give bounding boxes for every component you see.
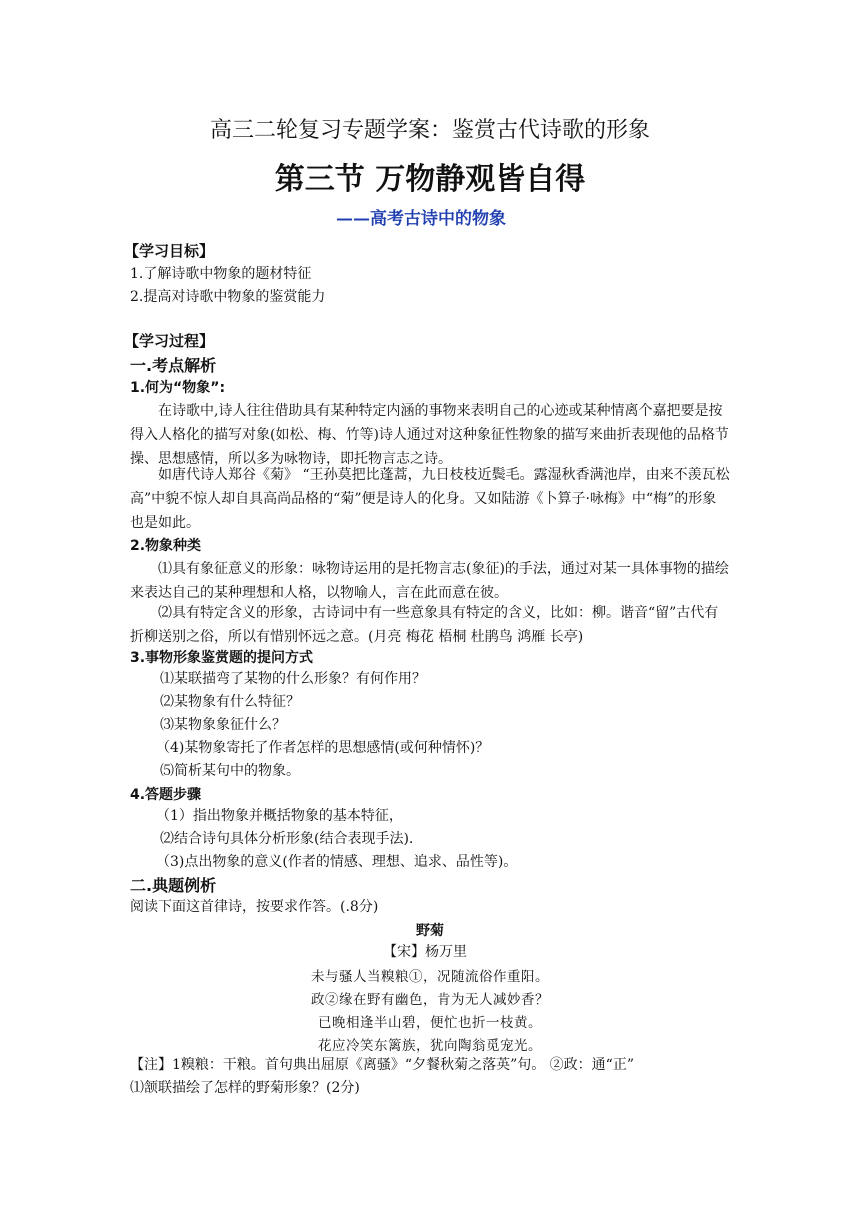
subtitle: ——高考古诗中的物象	[336, 209, 506, 229]
q3-item-5: ⑸简析某句中的物象。	[160, 763, 300, 779]
exercise-prompt: 阅读下面这首律诗，按要求作答。(.8分)	[130, 899, 379, 915]
q4-item-2: ⑵结合诗句具体分析形象(结合表现手法).	[160, 831, 414, 847]
q1-paragraph-2: 如唐代诗人郑谷《菊》 “王孙莫把比蓬蒿，九日枝枝近鬓毛。露湿秋香满池岸，由来不羡瓦松高”中貌不惊人却自具高尚品格的“菊”便是诗人的化身。又如陆游《卜算子·咏梅》中“梅”的形象也是如此。	[130, 467, 730, 531]
q2-paragraph-1: ⑴具有象征意义的形象：咏物诗运用的是托物言志(象征)的手法，通过对某一具体事物的描绘来表达自己的某种理想和人格，以物喻人，言在此而意在彼。	[130, 561, 729, 601]
document-title: 高三二轮复习专题学案：鉴赏古代诗歌的形象	[209, 118, 650, 143]
poem-line-3-text: 已晚相逢半山碧，便忙也折一枝黄。	[318, 1015, 542, 1031]
q3-title: 3.事物形象鉴赏题的提问方式	[130, 650, 314, 666]
section-title: 第三节 万物静观皆自得	[274, 162, 586, 197]
question-1: ⑴颔联描绘了怎样的野菊形象？(2分)	[130, 1080, 360, 1096]
q4-item-1: （1）指出物象并概括物象的基本特征，	[156, 808, 403, 824]
poem-line-1-text: 未与骚人当糗粮①，况随流俗作重阳。	[311, 969, 549, 985]
poem-line-1	[0, 965, 860, 985]
q4-item-3: （3)点出物象的意义(作者的情感、理想、追求、品性等)。	[156, 854, 518, 870]
goal-item-1: 1.了解诗歌中物象的题材特征	[130, 266, 312, 282]
poem-line-2	[0, 988, 860, 1008]
goal-item-2: 2.提高对诗歌中物象的鉴赏能力	[130, 289, 326, 305]
poem-title: 野菊	[416, 923, 444, 939]
q1-title: 1.何为“物象”:	[130, 380, 226, 396]
q2-title: 2.物象种类	[130, 538, 202, 554]
poem-author: 【宋】杨万里	[383, 944, 467, 960]
q3-item-3: ⑶某物象象征什么？	[160, 717, 286, 733]
goals-heading: 【学习目标】	[124, 242, 215, 260]
q3-item-1: ⑴某联描弯了某物的什么形象？有何作用？	[160, 671, 426, 687]
part2-heading: 二.典题例析	[130, 876, 217, 895]
q3-item-4: （4)某物象寄托了作者怎样的思想感情(或何种情怀)？	[156, 740, 490, 756]
q1-paragraph-1: 在诗歌中,诗人往往借助具有某种特定内涵的事物来表明自己的心迹或某种情离个嘉把要是按得入人格化的描写对象(如松、梅、竹等)诗人通过对这种象征性物象的描写来曲折表现他的品格节操、思想感情，所以多为咏物诗，即托物言志之诗。	[130, 403, 729, 467]
q3-item-2: ⑵某物象有什么特征？	[160, 694, 300, 710]
part1-heading: 一.考点解析	[130, 356, 217, 375]
poem-line-4-text: 花应冷笑东篱族，犹向陶翁觅宠光。	[318, 1038, 542, 1054]
q2-paragraph-2: ⑵具有特定含义的形象，古诗词中有一些意象具有特定的含义，比如：柳。谐音“留”古代有折柳送别之俗，所以有惜别怀远之意。(月亮 梅花 梧桐 杜鹃鸟 鸿雁 长亭)	[130, 605, 719, 645]
q4-title: 4.答题步骤	[130, 787, 202, 803]
poem-line-3	[0, 1011, 860, 1031]
poem-notes: 【注】1糗粮：干粮。首句典出屈原《离骚》“夕餐秋菊之落英”句。 ②政：通“正”	[130, 1057, 634, 1073]
poem-line-4	[0, 1034, 860, 1054]
process-heading: 【学习过程】	[124, 332, 215, 350]
poem-line-2-text: 政②缘在野有幽色，肯为无人减妙香？	[311, 992, 549, 1008]
